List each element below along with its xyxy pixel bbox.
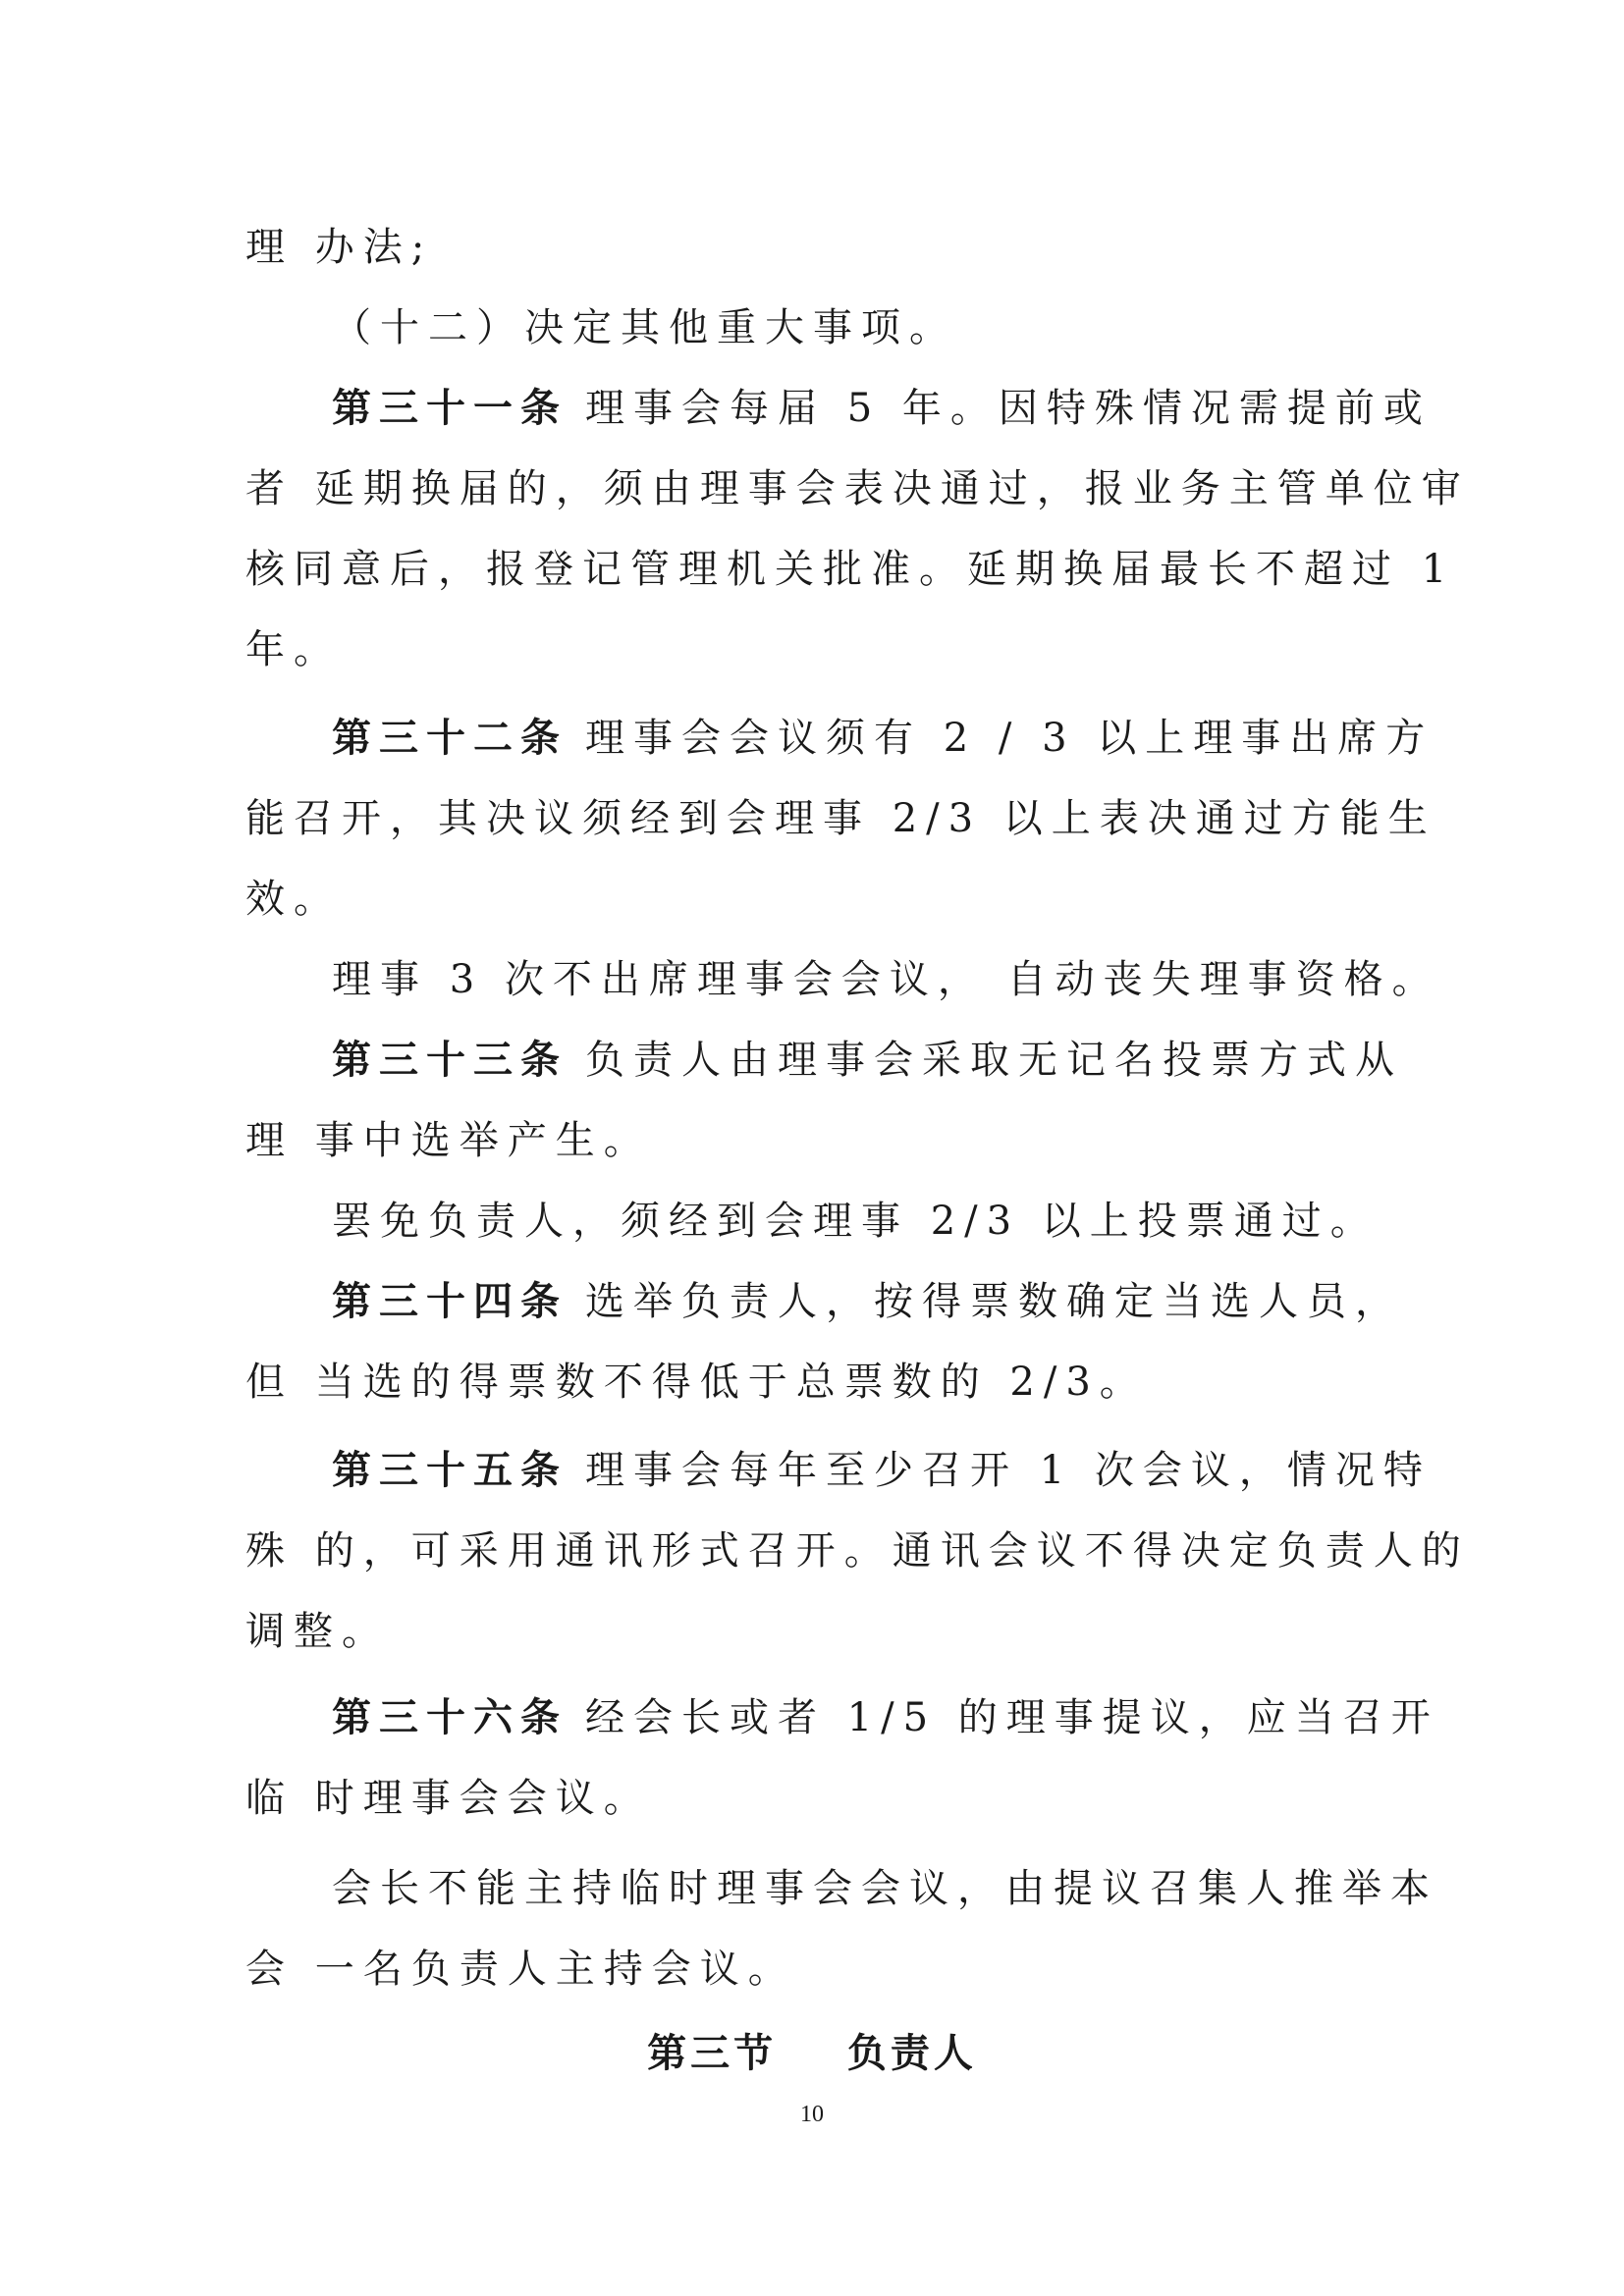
text-line: [245, 546, 1456, 593]
line-text: 核同意后，报登记管理机关批准。延期换届最长不超过 1: [245, 547, 1456, 592]
line-text: 理 办法;: [245, 225, 434, 270]
line-text: 理事会每届 5 年。因特殊情况需提前或: [585, 386, 1432, 431]
article-36-heading-line: [332, 1694, 1439, 1741]
article-35-heading-line: [332, 1447, 1432, 1494]
article-number: 第三十四条: [332, 1279, 568, 1324]
line-text: 能召开，其决议须经到会理事 2/3 以上表决通过方能生: [245, 796, 1436, 841]
line-text: 殊 的，可采用通讯形式召开。通讯会议不得决定负责人的: [245, 1528, 1470, 1574]
line-text: 年。: [245, 627, 342, 672]
text-line: [245, 1117, 652, 1164]
text-line: [245, 626, 342, 673]
page-number: 10: [800, 2102, 824, 2127]
article-number: 第三十六条: [332, 1695, 568, 1740]
line-text: 选举负责人，按得票数确定当选人员，: [585, 1279, 1403, 1324]
line-text: 调整。: [245, 1609, 390, 1654]
line-text: 临 时理事会会议。: [245, 1776, 652, 1821]
text-line: [332, 956, 1440, 1003]
text-line: [245, 1359, 1148, 1406]
line-text: 理事会会议须有 2 / 3 以上理事出席方: [585, 716, 1435, 761]
line-text: 理 事中选举产生。: [245, 1118, 652, 1163]
line-text: 效。: [245, 877, 342, 922]
line-text: 经会长或者 1/5 的理事提议，应当召开: [585, 1695, 1439, 1740]
article-number: 第三十一条: [332, 386, 568, 431]
article-34-heading-line: [332, 1278, 1403, 1325]
text-line: [245, 1608, 390, 1655]
line-text: 但 当选的得票数不得低于总票数的 2/3。: [245, 1360, 1148, 1405]
line-text: 会 一名负责人主持会议。: [245, 1947, 796, 1992]
article-33-heading-line: [332, 1037, 1403, 1084]
text-line: [245, 224, 433, 271]
line-text: 负责人由理事会采取无记名投票方式从: [585, 1038, 1403, 1083]
text-line: [245, 1775, 652, 1822]
article-number: 第三十五条: [332, 1448, 568, 1493]
text-line: [332, 1198, 1379, 1245]
article-32-heading-line: [332, 715, 1434, 762]
text-line: [245, 1946, 796, 1993]
article-number: 第三十三条: [332, 1038, 568, 1083]
text-line: [332, 304, 957, 351]
text-line: [245, 876, 342, 923]
line-text: 理事会每年至少召开 1 次会议，情况特: [585, 1448, 1432, 1493]
section-heading: 第三节 负责人: [647, 2031, 977, 2076]
article-number: 第三十二条: [332, 716, 568, 761]
article-31-heading-line: [332, 385, 1432, 432]
line-text: 者 延期换届的，须由理事会表决通过，报业务主管单位审: [245, 466, 1470, 511]
text-line: [245, 465, 1470, 512]
line-text: 会长不能主持临时理事会会议，由提议召集人推举本: [332, 1866, 1438, 1911]
line-text: 罢免负责人，须经到会理事 2/3 以上投票通过。: [332, 1199, 1379, 1244]
text-line: [245, 1527, 1470, 1575]
line-text: 理事 3 次不出席理事会会议， 自动丧失理事资格。: [332, 957, 1440, 1002]
text-line: [332, 1865, 1438, 1912]
line-text: （十二）决定其他重大事项。: [332, 305, 957, 350]
text-line: [245, 795, 1436, 842]
